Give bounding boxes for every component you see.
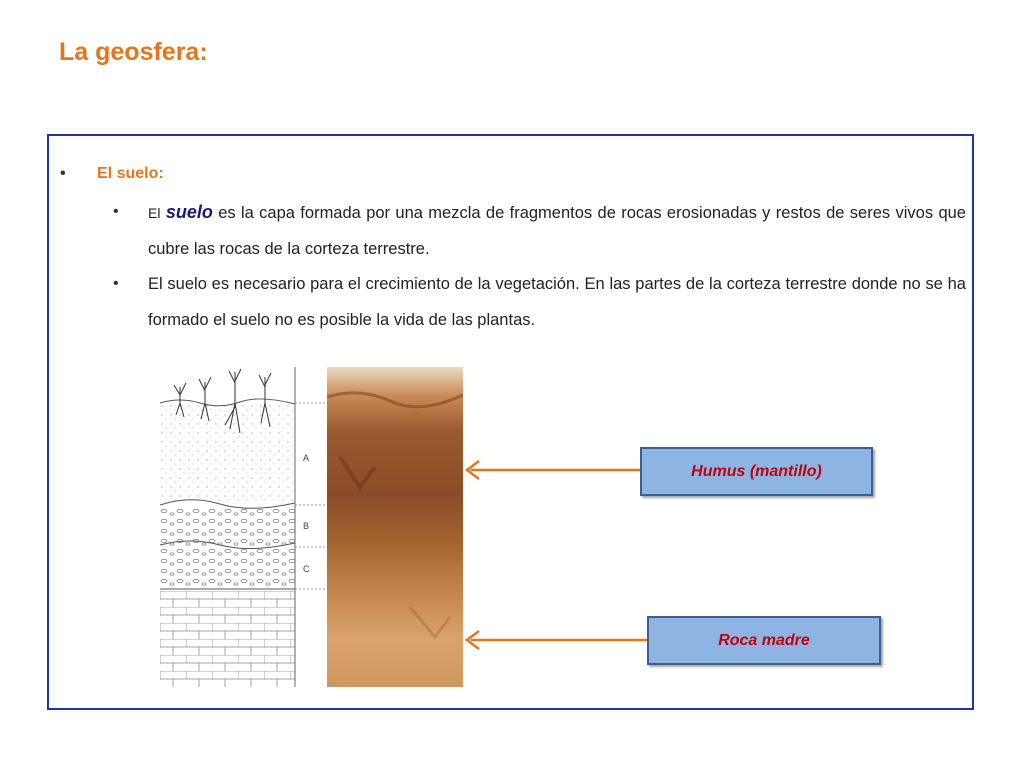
paragraph-lead-word: El: [148, 205, 161, 221]
callout-roca-madre: Roca madre: [647, 616, 881, 665]
bullet-marker: •: [113, 275, 119, 292]
soil-diagram-drawing: [160, 367, 295, 687]
horizon-label-a: A: [303, 453, 310, 463]
horizon-label-c: C: [303, 564, 310, 574]
paragraph-vegetation: El suelo es necesario para el crecimiento de la vegetación. En las partes de la corteza terrestre donde no se ha formado el suelo no es posible la vida de las plantas.: [148, 275, 966, 329]
humus-arrow: [463, 458, 643, 482]
horizon-scale: [295, 367, 327, 687]
paragraph-definition: [148, 194, 966, 267]
callout-humus: Humus (mantillo): [640, 447, 873, 496]
bedrock-arrow: [463, 628, 653, 652]
horizon-label-b: B: [303, 521, 310, 531]
soil-profile-figure: [160, 367, 463, 687]
bullet-marker: •: [60, 165, 66, 182]
slide-title: La geosfera:: [59, 38, 208, 66]
paragraph-text: es la capa formada por una mezcla de fragmentos de rocas erosionadas y restos de seres vivos que cubre las rocas de la corteza terrestre.: [148, 204, 966, 258]
section-heading: El suelo:: [97, 165, 164, 182]
keyword-suelo: suelo: [165, 202, 213, 222]
bullet-marker: •: [113, 203, 119, 220]
soil-photo: [327, 367, 463, 687]
